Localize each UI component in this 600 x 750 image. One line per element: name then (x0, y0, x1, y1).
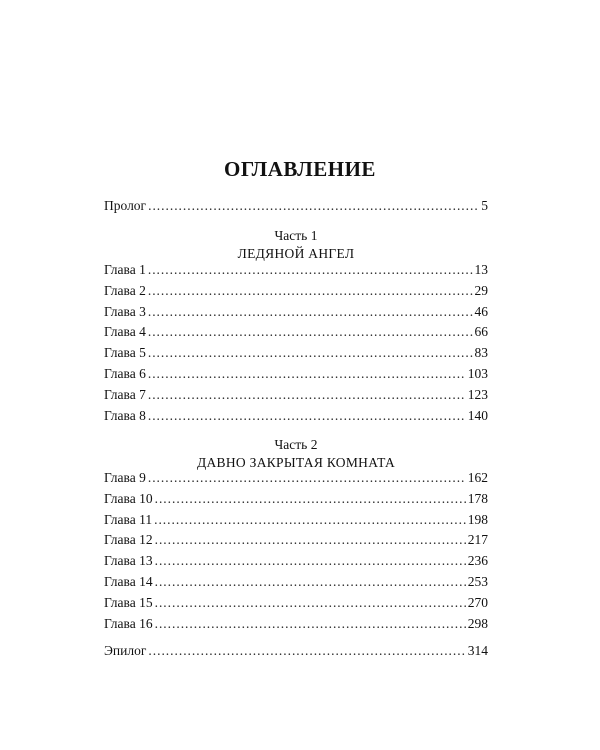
toc-entry (104, 302, 488, 323)
toc-entry-prologue (104, 196, 488, 217)
dot-leader (148, 641, 465, 662)
dot-leader (155, 551, 466, 572)
part2-header (104, 436, 488, 472)
toc-entry-label: Глава 14 (104, 573, 153, 589)
toc-entry-label: Глава 13 (104, 553, 153, 569)
toc-entry-page: 162 (467, 470, 488, 485)
toc-entry (104, 364, 488, 385)
toc-entry-label: Пролог (104, 198, 147, 213)
toc-entry (104, 468, 488, 489)
toc-title: ОГЛАВЛЕНИЕ (224, 157, 376, 181)
toc-entry-page: 29 (474, 282, 488, 298)
epilogue-block (104, 641, 488, 662)
toc-entry-page: 46 (474, 303, 488, 319)
toc-entry (104, 614, 488, 635)
dot-leader (148, 468, 466, 489)
toc-entry-page: 236 (467, 553, 488, 569)
part-title: ДАВНО ЗАКРЫТАЯ КОМНАТА (197, 455, 395, 470)
toc-entry-page: 5 (481, 198, 488, 213)
prologue-block (104, 196, 488, 217)
toc-entry-page: 298 (467, 615, 488, 631)
toc-entry-label: Глава 10 (104, 490, 153, 506)
toc-entry-label: Глава 4 (104, 324, 146, 340)
toc-entry-label: Глава 2 (104, 282, 146, 298)
toc-entry (104, 489, 488, 510)
toc-entry (104, 406, 488, 427)
toc-entry-page: 314 (467, 643, 488, 658)
toc-entry-label: Глава 9 (104, 470, 146, 485)
toc-entry-page: 253 (467, 573, 488, 589)
toc-entry-label: Глава 8 (104, 407, 146, 423)
dot-leader (148, 343, 473, 364)
dot-leader (148, 302, 473, 323)
part2-chapter-list (104, 468, 488, 634)
toc-entry (104, 530, 488, 551)
toc-entry-page: 103 (467, 365, 488, 381)
toc-entry-label: Глава 6 (104, 365, 146, 381)
toc-entry-label: Глава 16 (104, 615, 153, 631)
dot-leader (148, 196, 479, 217)
dot-leader (148, 322, 473, 343)
toc-entry-page: 198 (467, 511, 488, 527)
part-number: Часть 1 (274, 228, 318, 243)
dot-leader (155, 593, 466, 614)
toc-entry-label: Глава 12 (104, 532, 153, 548)
toc-entry (104, 510, 488, 531)
toc-entry-label: Глава 7 (104, 386, 146, 402)
toc-entry (104, 260, 488, 281)
toc-entry (104, 322, 488, 343)
toc-entry (104, 551, 488, 572)
toc-entry (104, 572, 488, 593)
part-number: Часть 2 (274, 437, 318, 452)
dot-leader (155, 530, 466, 551)
dot-leader (148, 385, 466, 406)
toc-entry-page: 140 (467, 407, 488, 423)
part1-chapter-list (104, 260, 488, 426)
part1-header (104, 227, 488, 263)
toc-entry-page: 123 (467, 386, 488, 402)
toc-entry-label: Глава 15 (104, 594, 153, 610)
toc-entry (104, 385, 488, 406)
dot-leader (148, 364, 466, 385)
toc-entry (104, 593, 488, 614)
toc-entry (104, 343, 488, 364)
toc-entry-page: 83 (474, 345, 488, 361)
dot-leader (154, 510, 466, 531)
toc-entry-label: Глава 5 (104, 345, 146, 361)
dot-leader (155, 614, 466, 635)
dot-leader (155, 489, 466, 510)
toc-entry-page: 66 (474, 324, 488, 340)
toc-entry-page: 270 (467, 594, 488, 610)
dot-leader (148, 281, 473, 302)
toc-entry-label: Эпилог (104, 643, 147, 658)
toc-entry-label: Глава 1 (104, 262, 146, 277)
toc-entry-epilogue (104, 641, 488, 662)
toc-entry (104, 281, 488, 302)
dot-leader (155, 572, 466, 593)
dot-leader (148, 260, 473, 281)
toc-entry-label: Глава 3 (104, 303, 146, 319)
dot-leader (148, 406, 466, 427)
toc-entry-page: 13 (474, 262, 488, 277)
toc-entry-page: 178 (467, 490, 488, 506)
toc-entry-label: Глава 11 (104, 511, 153, 527)
toc-entry-page: 217 (467, 532, 488, 548)
part-title: ЛЕДЯНОЙ АНГЕЛ (237, 246, 355, 261)
